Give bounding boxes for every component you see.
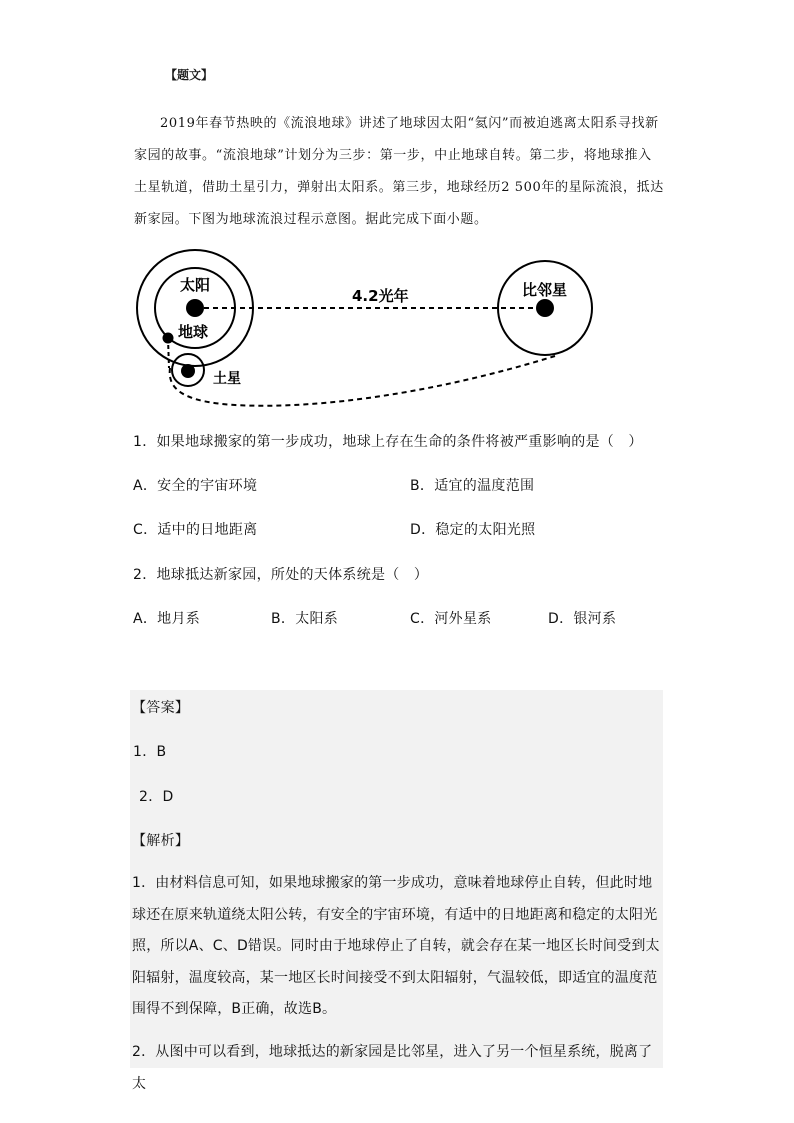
answer-2: 2．D bbox=[139, 789, 174, 805]
proxima-dot bbox=[536, 299, 554, 317]
passage-text: 2019年春节热映的《流浪地球》讲述了地球因太阳“氦闪”而被迫逃离太阳系寻找新家园的故事。“流浪地球”计划分为三步：第一步，中止地球自转。第二步，将地球推入土星轨道，借助土星引力，弹射出太阳系。第三步，地球经历2 500年的星际流浪，抵达新家园。下图为地球流浪过程示意图。据此完成下面小题。 bbox=[134, 116, 664, 227]
q1-stem: 1．如果地球搬家的第一步成功，地球上存在生命的条件将被严重影响的是（ ） bbox=[133, 434, 643, 450]
answer-heading: 【答案】 bbox=[132, 700, 190, 716]
q2-option-a: A．地月系 bbox=[133, 611, 201, 627]
analysis-heading: 【解析】 bbox=[132, 833, 190, 849]
q2-option-d: D．银河系 bbox=[548, 611, 617, 627]
q1-option-d: D．稳定的太阳光照 bbox=[410, 522, 536, 538]
proxima-label: 比邻星 bbox=[522, 281, 568, 299]
q2-option-c: C．河外星系 bbox=[410, 611, 492, 627]
answer-1: 1．B bbox=[133, 744, 167, 760]
q2-stem: 2．地球抵达新家园，所处的天体系统是（ ） bbox=[133, 567, 429, 583]
q2-option-b: B．太阳系 bbox=[271, 611, 339, 627]
distance-label: 4.2光年 bbox=[352, 287, 409, 305]
analysis-paragraph-2: 2．从图中可以看到，地球抵达的新家园是比邻星，进入了另一个恒星系统，脱离了太 bbox=[132, 1044, 653, 1092]
q1-option-a: A．安全的宇宙环境 bbox=[133, 478, 258, 494]
saturn-label: 土星 bbox=[213, 371, 241, 387]
analysis-paragraph-1: 1．由材料信息可知，如果地球搬家的第一步成功，意味着地球停止自转，但此时地球还在原来轨道绕太阳公转，有安全的宇宙环境，有适中的日地距离和稳定的太阳光照，所以A、C、D错误。同时由于地球停止了自转，就会存在某一地区长时间受到太阳辐射，温度较高，某一地区长时间接受不到太阳辐射，气温较低，即适宜的温度范围得不到保障，B正确，故选B。 bbox=[132, 875, 660, 1017]
saturn-dot bbox=[181, 364, 195, 378]
q1-option-c: C．适中的日地距离 bbox=[133, 522, 258, 538]
q1-option-b: B．适宜的温度范围 bbox=[410, 478, 535, 494]
sun-label: 太阳 bbox=[180, 276, 211, 294]
earth-label: 地球 bbox=[178, 323, 209, 341]
question-tag: 【题文】 bbox=[165, 68, 214, 82]
earth-wandering-diagram bbox=[125, 240, 605, 415]
